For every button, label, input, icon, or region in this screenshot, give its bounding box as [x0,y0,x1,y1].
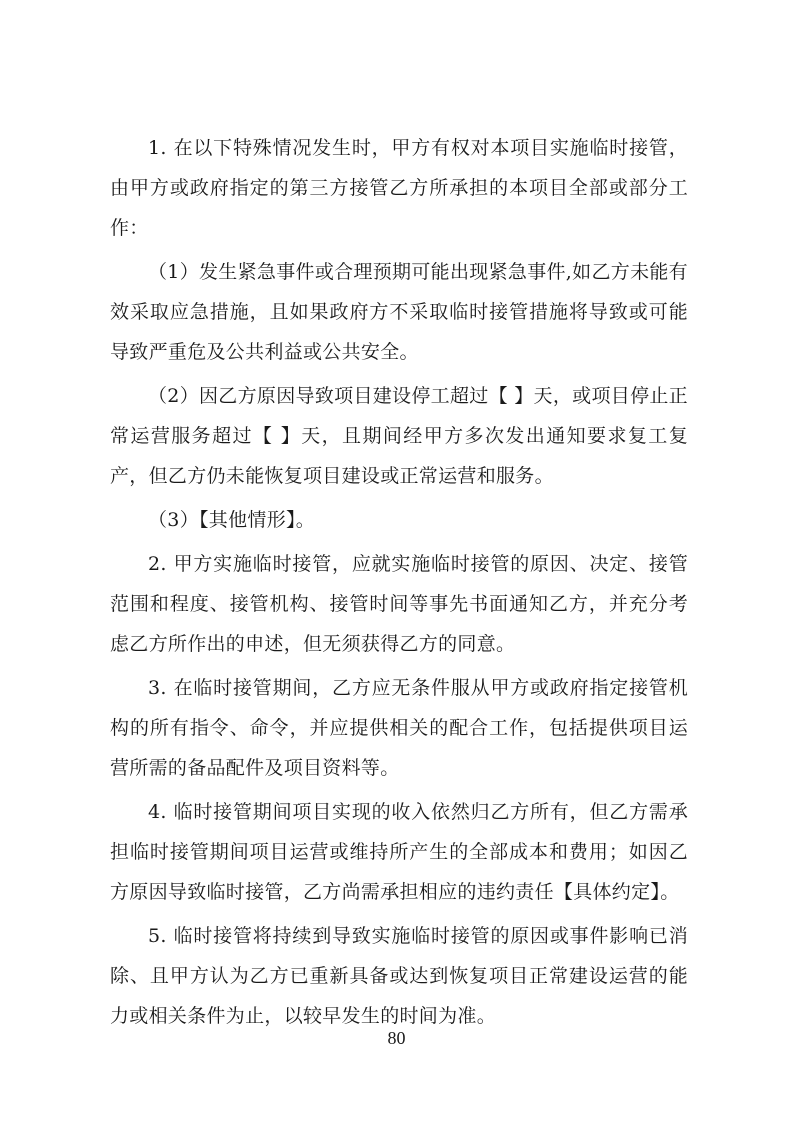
document-body [110,128,688,1040]
paragraph-clause-1: 1. 在以下特殊情况发生时，甲方有权对本项目实施临时接管，由甲方或政府指定的第三方接管乙方所承担的本项目全部或部分工作： [110,137,688,239]
paragraph-clause-5: 5. 临时接管将持续到导致实施临时接管的原因或事件影响已消除、且甲方认为乙方已重新具备或达到恢复项目正常建设运营的能力或相关条件为止，以较早发生的时间为准。 [110,925,688,1027]
paragraph-item-1: （1）发生紧急事件或合理预期可能出现紧急事件,如乙方未能有效采取应急措施，且如果政府方不采取临时接管措施将导致或可能导致严重危及公共利益或公共安全。 [110,261,688,363]
paragraph-clause-3: 3. 在临时接管期间，乙方应无条件服从甲方或政府指定接管机构的所有指令、命令，并应提供相关的配合工作，包括提供项目运营所需的备品配件及项目资料等。 [110,677,688,779]
paragraph-clause-2: 2. 甲方实施临时接管，应就实施临时接管的原因、决定、接管范围和程度、接管机构、接管时间等事先书面通知乙方，并充分考虑乙方所作出的申述，但无须获得乙方的同意。 [110,553,688,655]
paragraph-clause-4: 4. 临时接管期间项目实现的收入依然归乙方所有，但乙方需承担临时接管期间项目运营或维持所产生的全部成本和费用；如因乙方原因导致临时接管，乙方尚需承担相应的违约责任【具体约定】。 [110,801,688,903]
paragraph-item-3: （3）【其他情形】。 [148,509,316,531]
paragraph-item-2: （2）因乙方原因导致项目建设停工超过【 】天，或项目停止正常运营服务超过【 】天，且期间经甲方多次发出通知要求复工复产，但乙方仍未能恢复项目建设或正常运营和服务。 [110,385,688,487]
page-number: 80 [387,1028,406,1048]
